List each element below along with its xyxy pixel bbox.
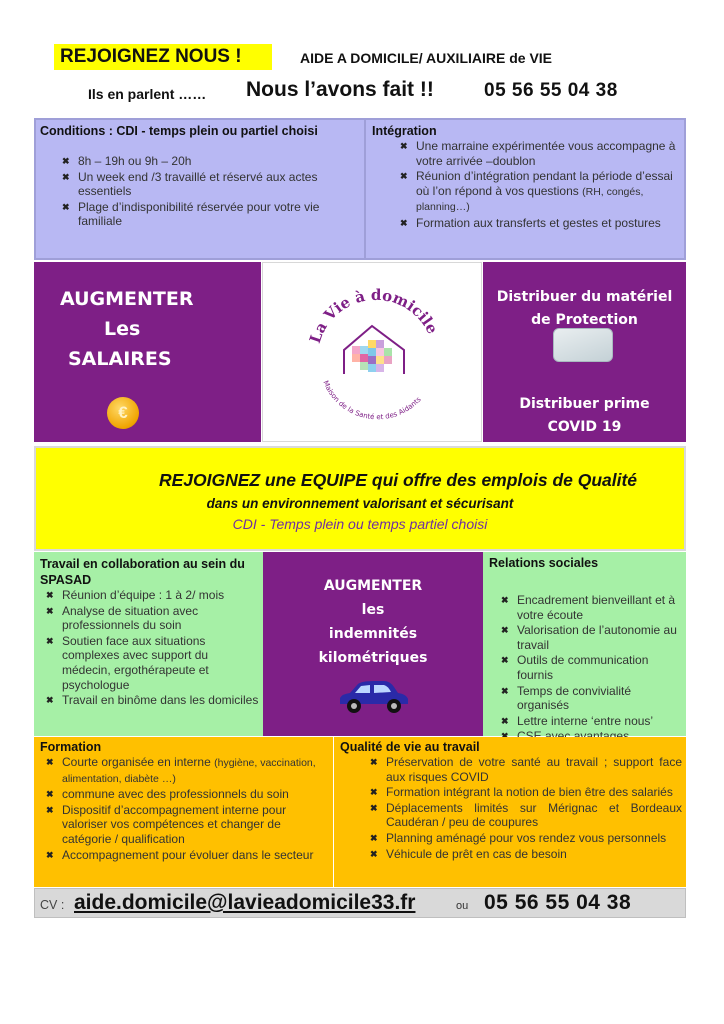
x-bullet-icon: ✖ bbox=[501, 625, 509, 636]
list-item: ✖ Réunion d’équipe : 1 à 2/ mois bbox=[46, 588, 225, 602]
talk-text: Ils en parlent …… bbox=[88, 86, 207, 102]
list-item: ✖ Déplacements limités sur Mérignac et Bordeaux Caudéran / peu de coupures bbox=[370, 800, 682, 830]
qualite-title: Qualité de vie au travail bbox=[340, 740, 480, 754]
x-bullet-icon: ✖ bbox=[370, 832, 378, 843]
house-logo-icon bbox=[300, 282, 450, 432]
salaires-text: AUGMENTER Les SALAIRES bbox=[60, 288, 194, 370]
relations-list bbox=[489, 593, 683, 744]
x-bullet-icon: ✖ bbox=[370, 848, 378, 859]
x-bullet-icon: ✖ bbox=[501, 685, 509, 696]
x-bullet-icon: ✖ bbox=[370, 787, 378, 798]
x-bullet-icon: ✖ bbox=[46, 849, 54, 860]
list-item: ✖ Un week end /3 travaillé et réservé aux actes essentiels bbox=[62, 169, 318, 199]
x-bullet-icon: ✖ bbox=[46, 789, 54, 800]
cv-phone[interactable]: 05 56 55 04 38 bbox=[484, 891, 632, 914]
list-item: ✖ commune avec des professionnels du soin bbox=[46, 787, 289, 802]
x-bullet-icon: ✖ bbox=[46, 590, 54, 600]
travail-list bbox=[40, 588, 260, 708]
car-icon bbox=[334, 676, 412, 718]
x-bullet-icon: ✖ bbox=[501, 655, 509, 666]
list-item: ✖ Formation aux transferts et gestes et postures bbox=[400, 215, 661, 230]
header-phone[interactable]: 05 56 55 04 38 bbox=[484, 80, 618, 101]
join-title: REJOIGNEZ NOUS ! bbox=[54, 44, 272, 70]
relations-section bbox=[489, 556, 683, 745]
banner-contract: CDI - Temps plein ou temps partiel choisi bbox=[232, 516, 488, 532]
conditions-title: Conditions : CDI - temps plein ou partiel choisi bbox=[40, 124, 318, 138]
conditions-section bbox=[40, 124, 360, 230]
list-item: ✖ Courte organisée en interne (hygiène, vaccination, alimentation, diabète …) bbox=[46, 755, 316, 785]
cv-email-link[interactable]: aide.domicile@lavieadomicile33.fr bbox=[74, 891, 416, 914]
list-item: ✖ Travail en binôme dans les domiciles bbox=[46, 693, 259, 708]
x-bullet-icon: ✖ bbox=[501, 595, 509, 605]
travail-title: Travail en collaboration au sein du SPASAD bbox=[40, 557, 245, 587]
logo-subtitle: Maison de la Santé et des Aidants bbox=[321, 379, 423, 422]
list-item: ✖ Accompagnement pour évoluer dans le secteur bbox=[46, 847, 314, 862]
qualite-section bbox=[340, 740, 682, 862]
x-bullet-icon: ✖ bbox=[62, 156, 70, 166]
relations-title: Relations sociales bbox=[489, 556, 599, 570]
cv-ou: ou bbox=[456, 900, 469, 912]
list-item: ✖ Temps de convivialité organisés bbox=[501, 683, 632, 713]
euro-coin-icon: € bbox=[107, 397, 139, 429]
list-item: ✖ Soutien face aux situations complexes avec support du médecin, ergothérapeute et psychologue bbox=[46, 633, 209, 692]
logo-mosaic bbox=[344, 326, 404, 374]
x-bullet-icon: ✖ bbox=[62, 201, 70, 212]
list-item: ✖ 8h – 19h ou 9h – 20h bbox=[62, 154, 192, 168]
list-item: ✖ Plage d’indisponibilité réservée pour votre vie familiale bbox=[62, 199, 320, 229]
list-item: ✖ Planning aménagé pour vos rendez vous personnels bbox=[370, 830, 667, 845]
x-bullet-icon: ✖ bbox=[46, 757, 54, 767]
formation-list bbox=[40, 755, 330, 862]
x-bullet-icon: ✖ bbox=[370, 757, 378, 767]
list-item: ✖ Encadrement bienveillant et à votre écoute bbox=[501, 593, 676, 622]
list-item: ✖ Réunion d’intégration pendant la période d’essai où l’on répond à vos questions (RH, congés, planning…) bbox=[400, 169, 673, 214]
panel-divider bbox=[364, 120, 366, 258]
list-item: ✖ Outils de communication fournis bbox=[501, 653, 649, 682]
qualite-list bbox=[340, 755, 682, 861]
protection-text: Distribuer du matériel de Protection bbox=[496, 289, 673, 328]
list-item: ✖ Véhicule de prêt en cas de besoin bbox=[370, 846, 567, 861]
list-item: ✖ Formation intégrant la notion de bien être des salariés bbox=[370, 785, 673, 800]
formation-section bbox=[40, 740, 330, 863]
banner-title: REJOIGNEZ une EQUIPE qui offre des emplois de Qualité bbox=[158, 470, 638, 490]
prime-text: Distribuer prime COVID 19 bbox=[519, 396, 650, 435]
banner-subtitle: dans un environnement valorisant et sécurisant bbox=[206, 496, 514, 511]
list-item: ✖ Lettre interne ‘entre nous’ bbox=[501, 713, 654, 728]
x-bullet-icon: ✖ bbox=[400, 141, 408, 151]
done-text: Nous l’avons fait !! bbox=[246, 78, 434, 101]
mask-icon bbox=[553, 328, 613, 362]
travail-section bbox=[40, 556, 260, 709]
x-bullet-icon: ✖ bbox=[501, 715, 509, 726]
x-bullet-icon: ✖ bbox=[46, 804, 54, 815]
job-title: AIDE A DOMICILE/ AUXILIAIRE de VIE bbox=[300, 50, 553, 66]
list-item: ✖ Analyse de situation avec professionnels du soin bbox=[46, 603, 199, 633]
integration-list bbox=[372, 139, 682, 231]
x-bullet-icon: ✖ bbox=[62, 171, 70, 182]
x-bullet-icon: ✖ bbox=[370, 802, 378, 813]
list-item: ✖ Dispositif d’accompagnement interne pour valoriser vos compétences et changer de catégorie / qualification bbox=[46, 802, 287, 846]
x-bullet-icon: ✖ bbox=[400, 171, 408, 182]
conditions-list bbox=[40, 154, 360, 229]
formation-title: Formation bbox=[40, 740, 102, 754]
cv-label: CV : bbox=[40, 898, 65, 912]
x-bullet-icon: ✖ bbox=[46, 605, 54, 616]
list-item: ✖ Préservation de votre santé au travail ; support face aux risques COVID bbox=[370, 755, 682, 784]
logo-text: La Vie à domicile bbox=[305, 285, 442, 346]
integration-title: Intégration bbox=[372, 124, 437, 138]
list-item: ✖ Une marraine expérimentée vous accompagne à votre arrivée –doublon bbox=[400, 139, 676, 168]
indemnites-text: AUGMENTER les indemnités kilométriques bbox=[318, 578, 428, 666]
x-bullet-icon: ✖ bbox=[400, 217, 408, 228]
x-bullet-icon: ✖ bbox=[46, 695, 54, 706]
x-bullet-icon: ✖ bbox=[46, 635, 54, 646]
integration-section bbox=[372, 124, 682, 232]
list-item: ✖ Valorisation de l’autonomie au travail bbox=[501, 623, 677, 652]
